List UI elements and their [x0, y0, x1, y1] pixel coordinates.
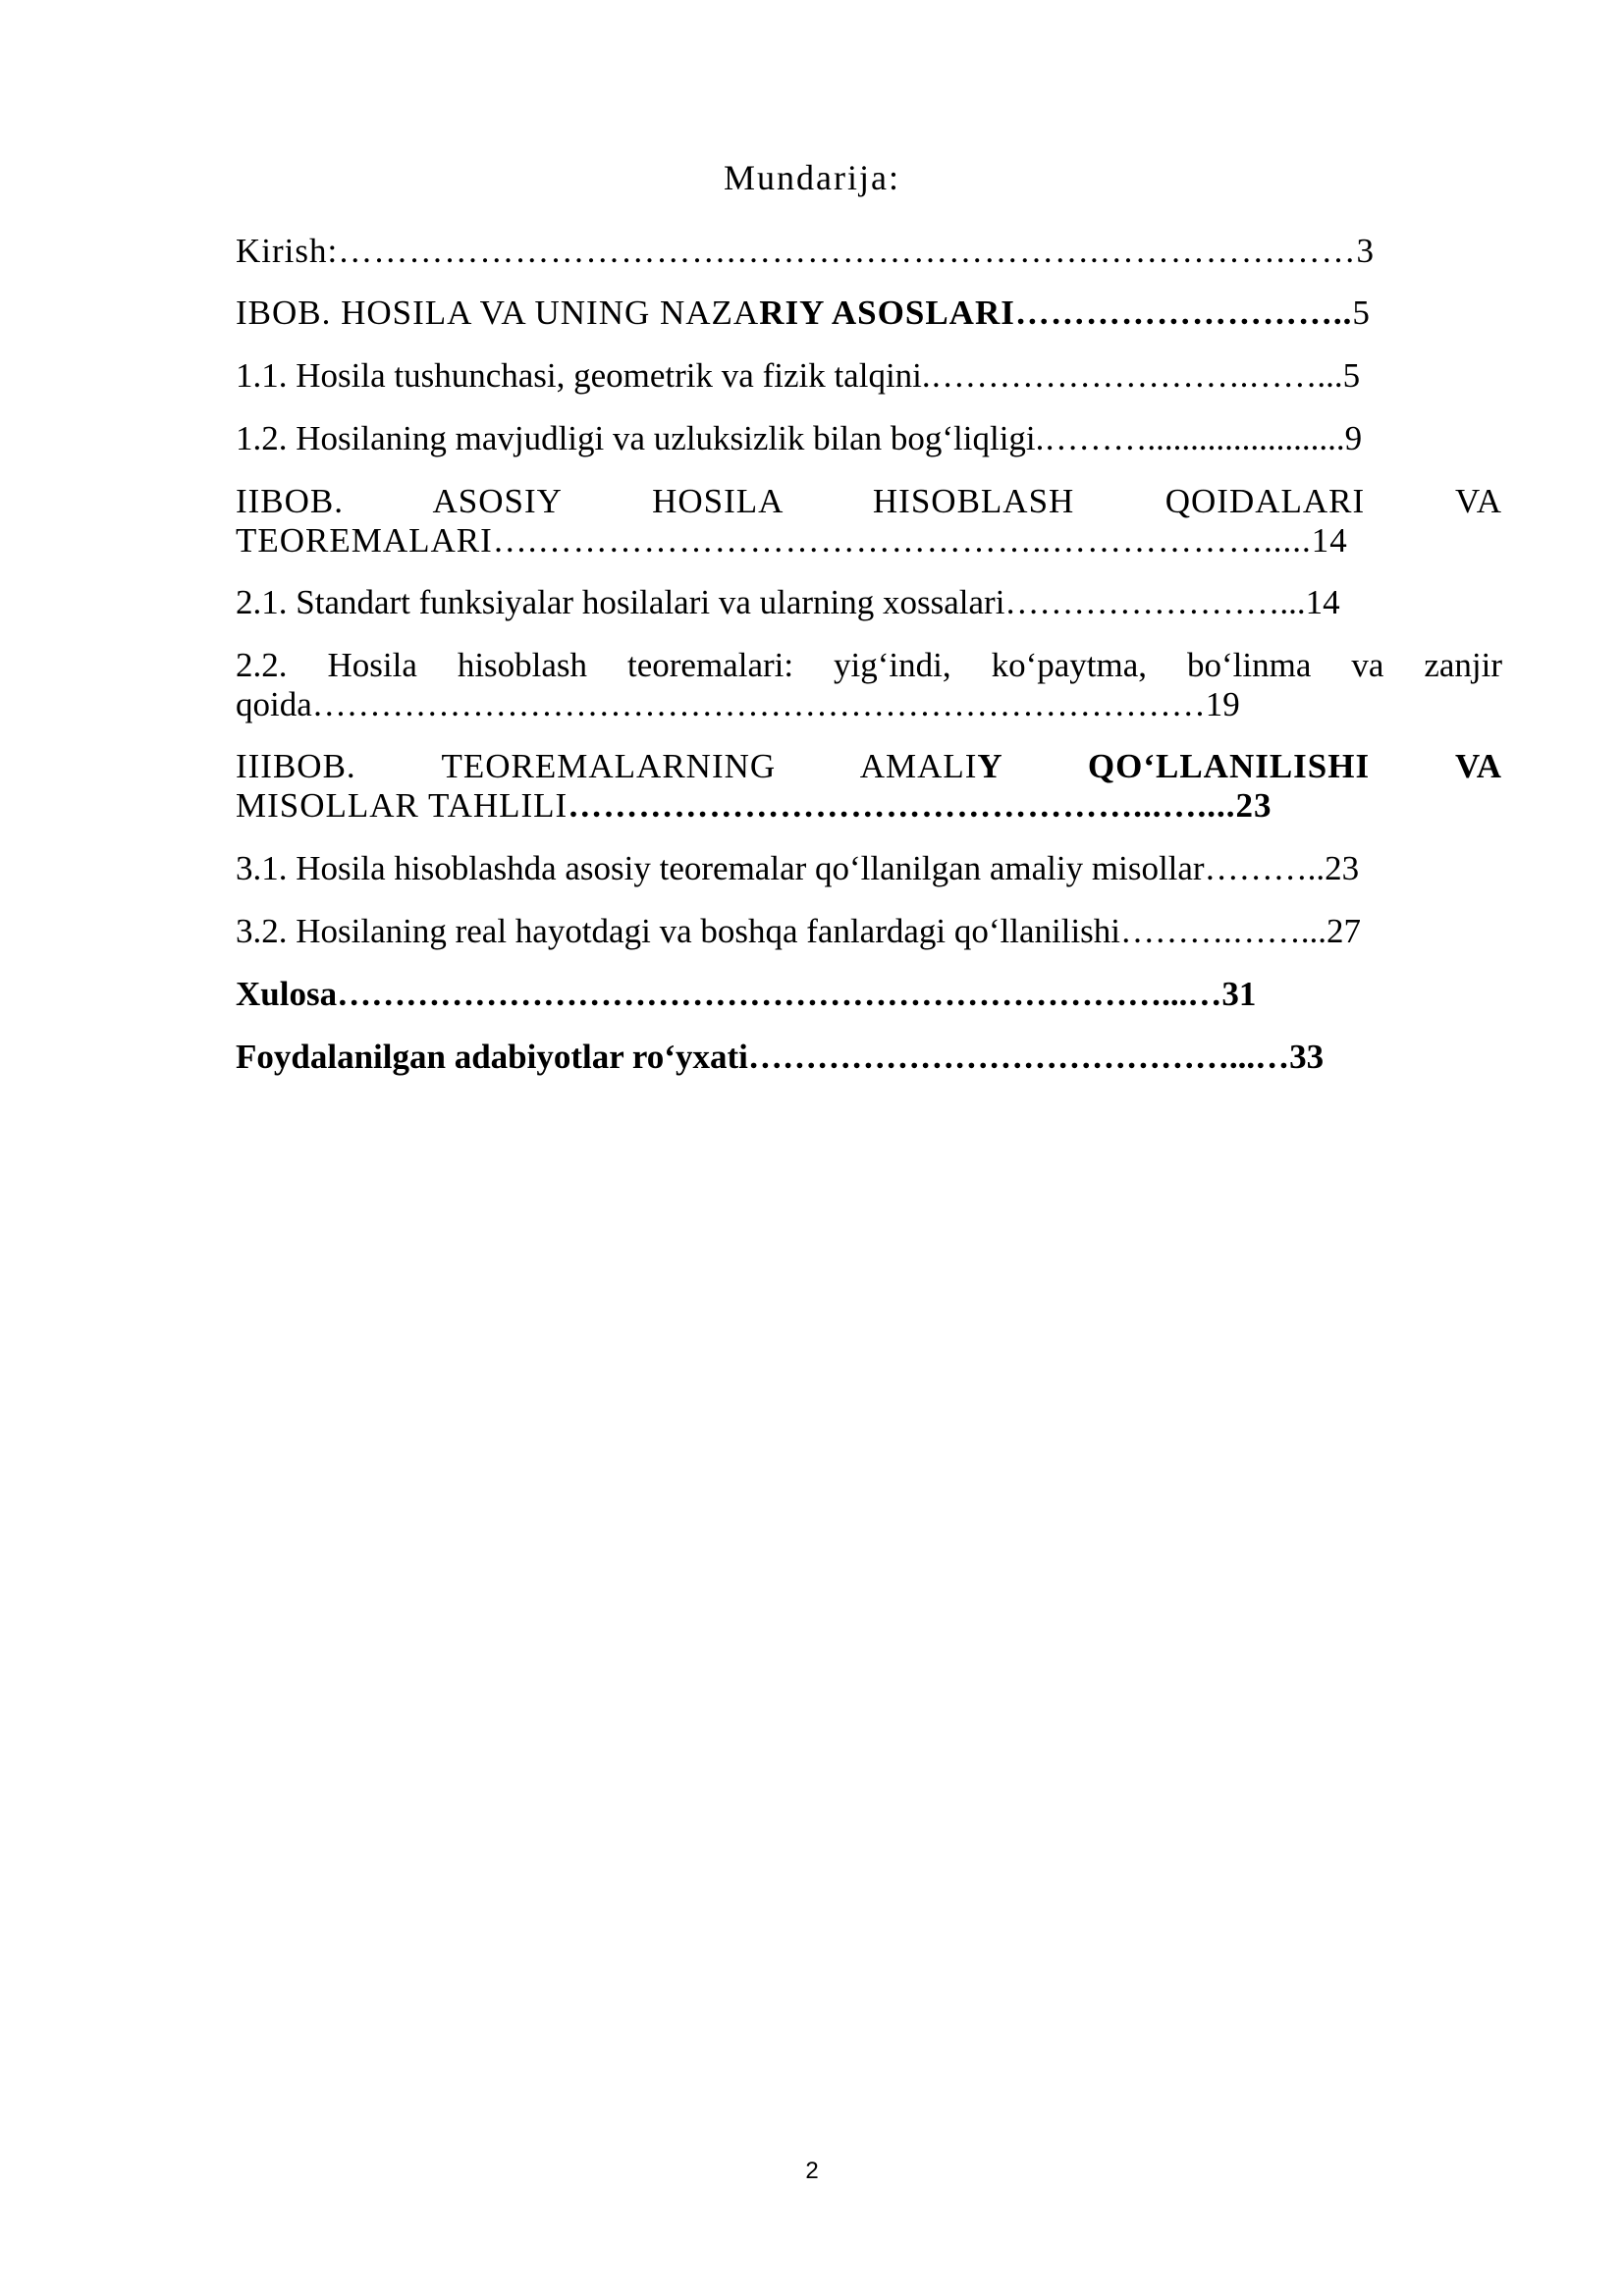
toc-entry-chapter-3[interactable] — [236, 747, 1502, 826]
toc-entry-text: Xulosa………………………………………………………………...…31 — [236, 975, 1257, 1013]
toc-entry-text: 3.1. Hosila hisoblashda asosiy teoremalar qo‘llanilgan amaliy misollar………..23 — [236, 849, 1360, 887]
chapter-3-title-bold-part: Y QO‘LLANILISHI VA — [977, 747, 1502, 785]
toc-entry-text: 2.1. Standart funksiyalar hosilalari va ularning xossalari……………………...14 — [236, 583, 1340, 621]
toc-entry-text — [236, 294, 1502, 333]
toc-entry-text: 1.1. Hosila tushunchasi, geometrik va fizik talqini.……………………….……...5 — [236, 356, 1361, 395]
toc-entry-adabiyotlar[interactable] — [236, 1038, 1502, 1077]
toc-entry-text: 3.2. Hosilaning real hayotdagi va boshqa fanlardagi qo‘llanilishi……….……...27 — [236, 912, 1362, 950]
table-of-contents — [236, 232, 1502, 1077]
toc-entry-line-2 — [236, 786, 1502, 826]
toc-entry-text: 1.2. Hosilaning mavjudligi va uzluksizlik bilan bog‘liqligi.……….......................9 — [236, 419, 1363, 457]
toc-entry-chapter-2[interactable] — [236, 482, 1502, 561]
chapter-3-leader-page: …………………………………………...…....23 — [568, 786, 1272, 825]
chapter-1-title-bold-part: RIY ASOSLARI……………………….. — [759, 294, 1353, 332]
toc-entry-section-2-2[interactable] — [236, 646, 1502, 724]
toc-entry-section-2-1[interactable] — [236, 583, 1502, 622]
toc-entry-section-1-2[interactable] — [236, 419, 1502, 458]
toc-entry-section-3-1[interactable] — [236, 849, 1502, 888]
chapter-1-title-part: IBOB. HOSILA VA UNING NAZA — [236, 294, 760, 332]
page-number: 2 — [805, 2158, 819, 2184]
chapter-1-page: 5 — [1352, 294, 1371, 332]
toc-entry-xulosa[interactable] — [236, 975, 1502, 1014]
chapter-3-subtitle-part: MISOLLAR TAHLILI — [236, 786, 568, 825]
toc-entry-line-1: IIBOB. ASOSIY HOSILA HISOBLASH QOIDALARI VA — [236, 482, 1502, 520]
toc-entry-line-1 — [236, 747, 1502, 786]
toc-entry-line-2: qoida……………………………………………………………………19 — [236, 685, 1240, 723]
toc-entry-section-1-1[interactable] — [236, 356, 1502, 396]
chapter-3-title-part: IIIBOB. TEOREMALARNING AMALI — [236, 747, 978, 785]
toc-entry-chapter-1[interactable] — [236, 294, 1502, 333]
toc-entry-section-3-2[interactable] — [236, 912, 1502, 951]
page-title: Mundarija: — [724, 158, 900, 197]
toc-entry-kirish[interactable] — [236, 232, 1502, 271]
toc-entry-text: Kirish:…………………………….………………………….…………….……3 — [236, 232, 1375, 270]
toc-entry-line-1: 2.2. Hosila hisoblash teoremalari: yig‘indi, ko‘paytma, bo‘linma va zanjir — [236, 646, 1502, 684]
toc-entry-text: Foydalanilgan adabiyotlar ro‘yxati……………………………………...…33 — [236, 1038, 1325, 1076]
toc-entry-line-2: TEOREMALARI….……………………………………..……………….....14 — [236, 521, 1348, 560]
